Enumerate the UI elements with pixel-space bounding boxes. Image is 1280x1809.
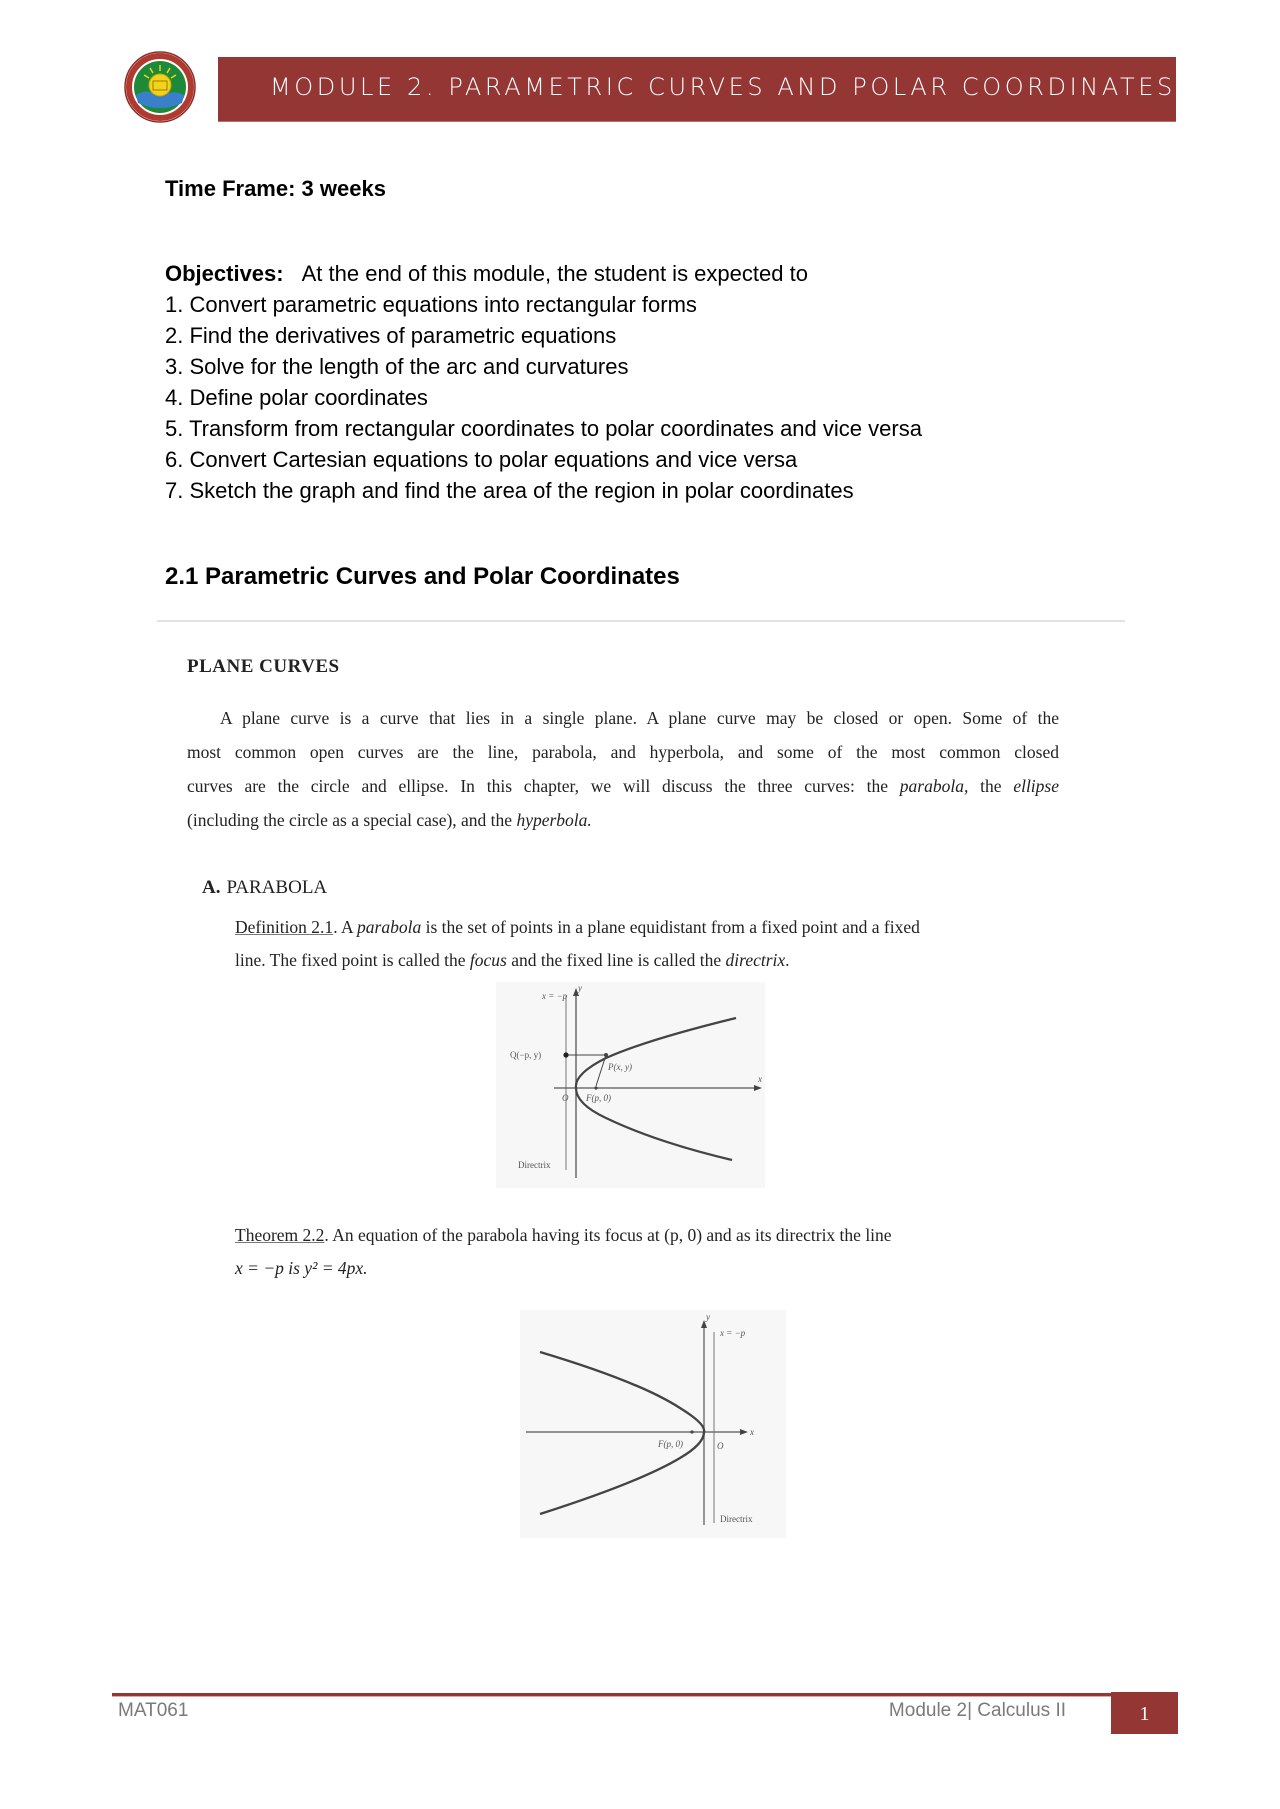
theorem-text: . An equation of the parabola having its focus at (p, 0) and as its directrix the line	[324, 1225, 892, 1245]
parabola-curve	[576, 1018, 736, 1160]
objective-item: 6. Convert Cartesian equations to polar equations and vice versa	[165, 447, 798, 472]
point-F	[594, 1086, 597, 1089]
label-P: P(x, y)	[608, 1062, 632, 1072]
theorem-line: x = −p is y² = 4px.	[235, 1258, 368, 1278]
term-ellipse: ellipse	[1013, 776, 1059, 796]
objective-item: 3. Solve for the length of the arc and curvatures	[165, 354, 629, 379]
parabola-curve	[540, 1352, 704, 1514]
label-F: F(p, 0)	[586, 1093, 611, 1103]
label-directrix: Directrix	[518, 1160, 551, 1170]
point-F	[690, 1430, 693, 1433]
plane-curves-paragraph	[187, 701, 1067, 837]
objective-item: 2. Find the derivatives of parametric equations	[165, 323, 617, 348]
label-directrix-equation: x = −p	[720, 1328, 746, 1338]
objective-item: 7. Sketch the graph and find the area of the region in polar coordinates	[165, 478, 854, 503]
parabola-figure-left-opening	[520, 1310, 786, 1538]
point-Q	[563, 1052, 568, 1057]
paragraph-text: (including the circle as a special case), and the	[187, 810, 517, 830]
term-parabola: parabola	[357, 917, 422, 937]
label-y: y	[706, 1312, 710, 1322]
label-x: x	[750, 1427, 754, 1437]
course-code: MAT061	[118, 1700, 189, 1721]
label-O: O	[562, 1093, 569, 1103]
subsection-letter: A.	[202, 877, 221, 898]
university-logo	[124, 51, 196, 123]
paragraph-text: curves are the circle and ellipse. In this chapter, we will discuss the three curves: the	[187, 776, 900, 796]
module-title-banner	[218, 57, 1176, 122]
term-parabola: parabola,	[899, 776, 969, 796]
definition-line	[235, 911, 1055, 944]
label-directrix-equation: x = −p	[542, 991, 568, 1001]
paragraph-line	[187, 769, 1059, 803]
paragraph-line	[187, 701, 1059, 735]
definition-text: line. The fixed point is called the	[235, 950, 470, 970]
subsection-name: PARABOLA	[226, 877, 328, 898]
module-title: MODULE 2. PARAMETRIC CURVES AND POLAR COORDINATES	[270, 73, 1176, 101]
term-hyperbola: hyperbola.	[516, 810, 592, 830]
objective-item: 4. Define polar coordinates	[165, 385, 428, 410]
definition-text: . A	[333, 917, 358, 937]
theorem-line	[235, 1219, 1055, 1252]
parabola-figure-right-opening	[496, 982, 765, 1188]
label-directrix: Directrix	[720, 1514, 753, 1524]
objectives-list	[165, 289, 922, 506]
term-directrix: directrix	[725, 950, 786, 970]
footer-rule-shadow	[112, 1696, 1112, 1697]
label-O: O	[717, 1441, 724, 1451]
x-axis-arrow-icon	[740, 1429, 748, 1435]
theorem-2-2	[235, 1219, 1055, 1285]
objectives-label: Objectives:	[165, 261, 284, 286]
definition-label: Definition 2.1	[235, 917, 334, 937]
definition-2-1	[235, 911, 1055, 977]
paragraph-text: A plane curve is a curve that lies in a single plane. A plane curve may be closed or open. Some of the	[220, 708, 1059, 728]
theorem-label: Theorem 2.2	[235, 1225, 325, 1245]
paragraph-line	[187, 803, 1067, 837]
objective-item: 1. Convert parametric equations into rectangular forms	[165, 292, 697, 317]
university-seal-icon	[124, 51, 196, 123]
label-Q: Q(−p, y)	[510, 1050, 542, 1060]
section-divider	[157, 620, 1125, 622]
definition-line	[235, 944, 1055, 977]
definition-text: .	[785, 950, 790, 970]
objectives-header	[165, 258, 922, 289]
definition-text: is the set of points in a plane equidistant from a fixed point and a fixed	[421, 917, 920, 937]
plane-curves-title: PLANE CURVES	[187, 656, 340, 677]
label-y: y	[578, 983, 582, 993]
point-P	[604, 1053, 608, 1057]
time-frame: Time Frame: 3 weeks	[165, 176, 386, 201]
section-heading: 2.1 Parametric Curves and Polar Coordinates	[165, 563, 680, 590]
definition-text: and the fixed line is called the	[506, 950, 726, 970]
parabola-subsection-title	[202, 877, 327, 899]
paragraph-line: most common open curves are the line, parabola, and hyperbola, and some of the most common closed	[187, 742, 1059, 762]
paragraph-text: the	[968, 776, 1014, 796]
page-number: 1	[1111, 1692, 1178, 1734]
objectives-intro: At the end of this module, the student is expected to	[301, 261, 808, 286]
label-x: x	[758, 1074, 762, 1084]
term-focus: focus	[469, 950, 507, 970]
label-F: F(p, 0)	[658, 1439, 683, 1449]
module-info: Module 2| Calculus II	[888, 1700, 1066, 1721]
x-axis-arrow-icon	[754, 1085, 762, 1091]
objectives-block	[165, 258, 922, 506]
objective-item: 5. Transform from rectangular coordinates to polar coordinates and vice versa	[165, 416, 922, 441]
